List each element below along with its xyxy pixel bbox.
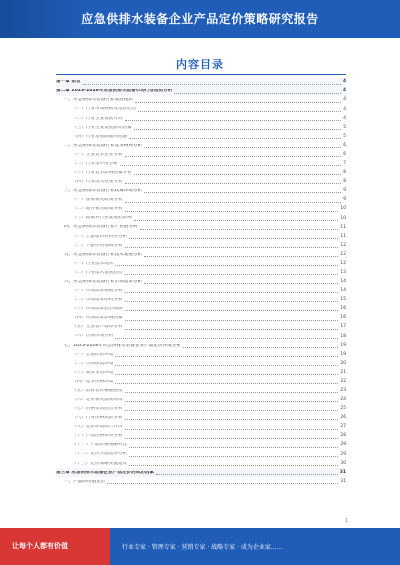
toc-leader-dots <box>144 144 341 148</box>
toc-entry[interactable] <box>56 223 346 232</box>
toc-leader-dots <box>120 162 341 166</box>
toc-entry-text: 七、2023-2028年应急供排水装备企业产品定价环境分析 <box>64 343 181 348</box>
toc-entry[interactable] <box>56 323 346 332</box>
toc-entry[interactable] <box>56 96 346 105</box>
toc-entry-page: 10 <box>340 206 346 212</box>
toc-entry-text: （五）消费者价格敏感度 <box>72 388 123 393</box>
toc-entry-page: 29 <box>340 442 346 448</box>
toc-entry[interactable] <box>56 378 346 387</box>
toc-leader-dots <box>183 344 338 348</box>
toc-entry-text: （二）行业集中度分析 <box>72 161 118 166</box>
toc-entry[interactable] <box>56 278 346 287</box>
toc-entry-text: （三）行业竞争影响因素分析 <box>72 171 132 176</box>
toc-entry[interactable] <box>56 214 346 223</box>
toc-leader-dots <box>129 444 338 448</box>
toc-entry[interactable] <box>56 78 346 87</box>
toc-entry-page: 22 <box>340 378 346 384</box>
toc-entry[interactable] <box>56 432 346 441</box>
toc-leader-dots <box>107 480 338 484</box>
toc-entry-page: 4 <box>342 79 346 85</box>
toc-entry-text: （一）行业技术现状 <box>72 261 114 266</box>
toc-entry-page: 17 <box>340 324 346 330</box>
toc-entry-page: 10 <box>340 215 346 221</box>
toc-entry-text: （二）行业主要发展方向 <box>72 116 123 121</box>
toc-entry-text: 六、应急供排水装备行业市场需求分析 <box>64 279 143 284</box>
toc-entry-page: 26 <box>340 415 346 421</box>
toc-entry-text: （三）行业主要发展驱动因素 <box>72 125 132 130</box>
toc-entry-text: （四）市场需求影响因素 <box>72 316 123 321</box>
toc-entry-page: 25 <box>340 406 346 412</box>
toc-entry[interactable] <box>56 396 346 405</box>
table-of-contents <box>56 78 346 487</box>
toc-entry-text: （一）宏观经济环境 <box>72 352 114 357</box>
toc-entry-text: （一）主要竞争企业分析 <box>72 152 123 157</box>
toc-entry-page: 19 <box>340 351 346 357</box>
toc-leader-dots <box>129 453 338 457</box>
toc-entry-text: （九）定价环境综合评价 <box>72 425 123 430</box>
toc-leader-dots <box>125 153 342 157</box>
toc-leader-dots <box>125 416 339 420</box>
toc-entry-text: （二）市场供需环境 <box>72 361 114 366</box>
toc-entry[interactable] <box>56 142 346 151</box>
toc-leader-dots <box>144 280 338 284</box>
toc-entry-page: 11 <box>340 233 346 239</box>
toc-entry-text: （六）定价相关法规环境 <box>72 397 123 402</box>
toc-entry-text: （二）地方相关政策分析 <box>72 207 123 212</box>
toc-leader-dots <box>134 171 341 175</box>
footer-slogan: 让每个人都有价值 <box>12 542 68 550</box>
toc-leader-dots <box>138 108 341 112</box>
toc-entry[interactable] <box>56 151 346 160</box>
toc-entry[interactable] <box>56 269 346 278</box>
toc-entry-text: 第二章 2023-2028年应急供排水装备市场行业趋势分析 <box>56 89 173 94</box>
toc-entry-text: 三、应急供排水装备行业政策环境分析 <box>64 189 143 194</box>
toc-entry[interactable] <box>56 405 346 414</box>
toc-leader-dots <box>115 262 338 266</box>
toc-leader-dots <box>125 208 339 212</box>
toc-entry-text: （三）成本变动环境 <box>72 370 114 375</box>
toc-entry[interactable] <box>56 423 346 432</box>
toc-entry-page: 7 <box>343 161 346 167</box>
toc-leader-dots <box>144 189 341 193</box>
toc-entry-text: （三）市场需求趋势预测 <box>72 307 123 312</box>
toc-entry-text: （一）市场需求规模分析 <box>72 289 123 294</box>
toc-entry[interactable] <box>56 369 346 378</box>
toc-entry[interactable] <box>56 132 346 141</box>
toc-entry-page: 31 <box>340 478 346 484</box>
toc-entry-text: 第一章 前言 <box>56 80 81 85</box>
toc-entry-text: （三）政策对行业发展的影响 <box>72 216 132 221</box>
toc-entry[interactable] <box>56 305 346 314</box>
toc-entry-page: 21 <box>340 369 346 375</box>
toc-entry-page: 24 <box>340 397 346 403</box>
toc-leader-dots <box>134 126 341 130</box>
toc-entry-text: （五）主要客户群体分析 <box>72 325 123 330</box>
toc-entry-page: 14 <box>340 279 346 285</box>
toc-entry-text: （四）行业发展面临的问题 <box>72 134 128 139</box>
toc-entry[interactable] <box>56 387 346 396</box>
toc-entry-page: 18 <box>340 333 346 339</box>
toc-entry-page: 16 <box>340 306 346 312</box>
toc-leader-dots <box>125 180 342 184</box>
toc-entry-text: 五、应急供排水装备行业技术发展分析 <box>64 252 143 257</box>
toc-entry-text: （一）行业市场规模及增长趋势 <box>72 107 137 112</box>
toc-entry-page: 5 <box>343 124 346 130</box>
toc-entry-page: 14 <box>340 288 346 294</box>
toc-entry-page: 5 <box>343 133 346 139</box>
toc-leader-dots <box>156 471 338 475</box>
toc-entry[interactable] <box>56 332 346 341</box>
toc-entry-page: 4 <box>342 88 346 94</box>
toc-entry-page: 31 <box>339 469 346 475</box>
toc-entry-page: 12 <box>340 260 346 266</box>
toc-entry-page: 12 <box>340 251 346 257</box>
toc-leader-dots <box>125 389 339 393</box>
toc-leader-dots <box>125 435 339 439</box>
toc-leader-dots <box>125 398 339 402</box>
toc-entry[interactable] <box>56 205 346 214</box>
toc-entry-page: 11 <box>340 224 346 230</box>
toc-entry-text: （一）上游原材料供应分析 <box>72 234 128 239</box>
toc-entry-page: 20 <box>340 360 346 366</box>
toc-entry[interactable] <box>56 196 346 205</box>
toc-entry-page: 12 <box>340 242 346 248</box>
toc-leader-dots <box>125 298 339 302</box>
toc-entry[interactable] <box>56 232 346 241</box>
toc-leader-dots <box>115 371 338 375</box>
toc-entry-page: 23 <box>340 387 346 393</box>
toc-entry-text: （二）下游应用领域分析 <box>72 243 123 248</box>
toc-entry-page: 28 <box>340 433 346 439</box>
toc-entry[interactable] <box>56 114 346 123</box>
toc-entry[interactable] <box>56 123 346 132</box>
toc-entry-text: （二）行业技术发展趋势 <box>72 270 123 275</box>
toc-entry-text: （十）产品价格体系分析 <box>72 434 123 439</box>
toc-entry-page: 16 <box>340 315 346 321</box>
toc-entry-text: 一、产品的价值定位 <box>64 479 106 484</box>
toc-leader-dots <box>125 307 339 311</box>
toc-entry-page: 9 <box>343 197 346 203</box>
toc-entry-text: （十二）定价方法选择分析 <box>72 452 128 457</box>
toc-entry-page: 19 <box>340 342 346 348</box>
toc-entry-text: 第三章 应急供排水装备企业产品定价的成功因素 <box>56 470 155 475</box>
toc-entry-page: 4 <box>343 106 346 112</box>
toc-leader-dots <box>129 235 338 239</box>
toc-divider <box>56 74 346 75</box>
toc-leader-dots <box>174 90 341 94</box>
toc-entry-text: （二）市场需求结构分析 <box>72 298 123 303</box>
toc-entry[interactable] <box>56 477 346 486</box>
toc-entry-text: （一）国家相关政策分析 <box>72 198 123 203</box>
toc-entry[interactable] <box>56 441 346 450</box>
toc-entry[interactable] <box>56 459 346 468</box>
toc-leader-dots <box>125 426 339 430</box>
toc-heading: 内容目录 <box>176 58 224 71</box>
toc-leader-dots <box>115 335 338 339</box>
toc-leader-dots <box>115 380 338 384</box>
toc-leader-dots <box>129 135 341 139</box>
toc-entry-text: （十一）产品价格策略对比 <box>72 443 128 448</box>
toc-entry[interactable] <box>56 414 346 423</box>
toc-entry[interactable] <box>56 241 346 250</box>
toc-entry[interactable] <box>56 287 346 296</box>
toc-leader-dots <box>83 81 341 85</box>
toc-leader-dots <box>125 317 339 321</box>
report-title: 应急供排水装备企业产品定价策略研究报告 <box>81 12 319 26</box>
toc-leader-dots <box>135 99 341 103</box>
toc-entry-page: 15 <box>340 297 346 303</box>
toc-entry-text: 一、应急供排水装备行业发展现状 <box>64 98 133 103</box>
header-bar <box>0 0 400 38</box>
toc-leader-dots <box>115 362 338 366</box>
toc-leader-dots <box>125 271 339 275</box>
toc-leader-dots <box>125 407 339 411</box>
toc-leader-dots <box>125 199 342 203</box>
toc-entry[interactable] <box>56 105 346 114</box>
toc-entry[interactable] <box>56 350 346 359</box>
footer-bar <box>0 528 400 565</box>
toc-entry[interactable] <box>56 468 346 477</box>
toc-leader-dots <box>134 217 339 221</box>
toc-entry-text: 二、应急供排水装备行业竞争格局分析 <box>64 143 143 148</box>
toc-entry[interactable] <box>56 314 346 323</box>
toc-entry-text: （四）行业进入壁垒分析 <box>72 180 123 185</box>
toc-entry-page: 13 <box>340 269 346 275</box>
toc-entry[interactable] <box>56 178 346 187</box>
toc-entry-page: 8 <box>343 179 346 185</box>
toc-leader-dots <box>125 326 339 330</box>
toc-entry-page: 4 <box>343 97 346 103</box>
toc-entry-text: （七）价格变动趋势分析 <box>72 407 123 412</box>
toc-entry-page: 8 <box>343 170 346 176</box>
toc-entry[interactable] <box>56 296 346 305</box>
toc-entry-text: （四）竞争价格环境 <box>72 379 114 384</box>
toc-entry-text: （六）区域市场分析 <box>72 334 114 339</box>
toc-entry-text: 四、应急供排水装备行业产业链分析 <box>64 225 138 230</box>
toc-leader-dots <box>144 253 338 257</box>
toc-entry[interactable] <box>56 359 346 368</box>
toc-leader-dots <box>125 244 339 248</box>
toc-entry[interactable] <box>56 87 346 96</box>
toc-entry[interactable] <box>56 187 346 196</box>
toc-entry[interactable] <box>56 450 346 459</box>
toc-entry[interactable] <box>56 160 346 169</box>
toc-entry-page: 6 <box>343 142 346 148</box>
toc-entry[interactable] <box>56 260 346 269</box>
toc-leader-dots <box>129 462 338 466</box>
toc-entry[interactable] <box>56 341 346 350</box>
toc-entry-page: 4 <box>343 115 346 121</box>
footer-tagline: 行业专家 · 管理专家 · 营销专家 · 战略专家 · 成为企业家…… <box>122 544 283 551</box>
toc-entry-page: 6 <box>343 151 346 157</box>
toc-entry-page: 27 <box>340 424 346 430</box>
toc-entry-text: （十三）定价策略实施建议 <box>72 461 128 466</box>
toc-entry-page: 29 <box>340 451 346 457</box>
toc-entry-text: （八）行业价格风险分析 <box>72 416 123 421</box>
toc-entry-page: 30 <box>340 460 346 466</box>
toc-entry[interactable] <box>56 169 346 178</box>
toc-entry-page: 9 <box>343 188 346 194</box>
toc-entry[interactable] <box>56 250 346 259</box>
page-number: 1 <box>344 518 348 524</box>
toc-leader-dots <box>125 117 342 121</box>
toc-leader-dots <box>115 353 338 357</box>
toc-leader-dots <box>125 289 339 293</box>
toc-leader-dots <box>140 226 339 230</box>
